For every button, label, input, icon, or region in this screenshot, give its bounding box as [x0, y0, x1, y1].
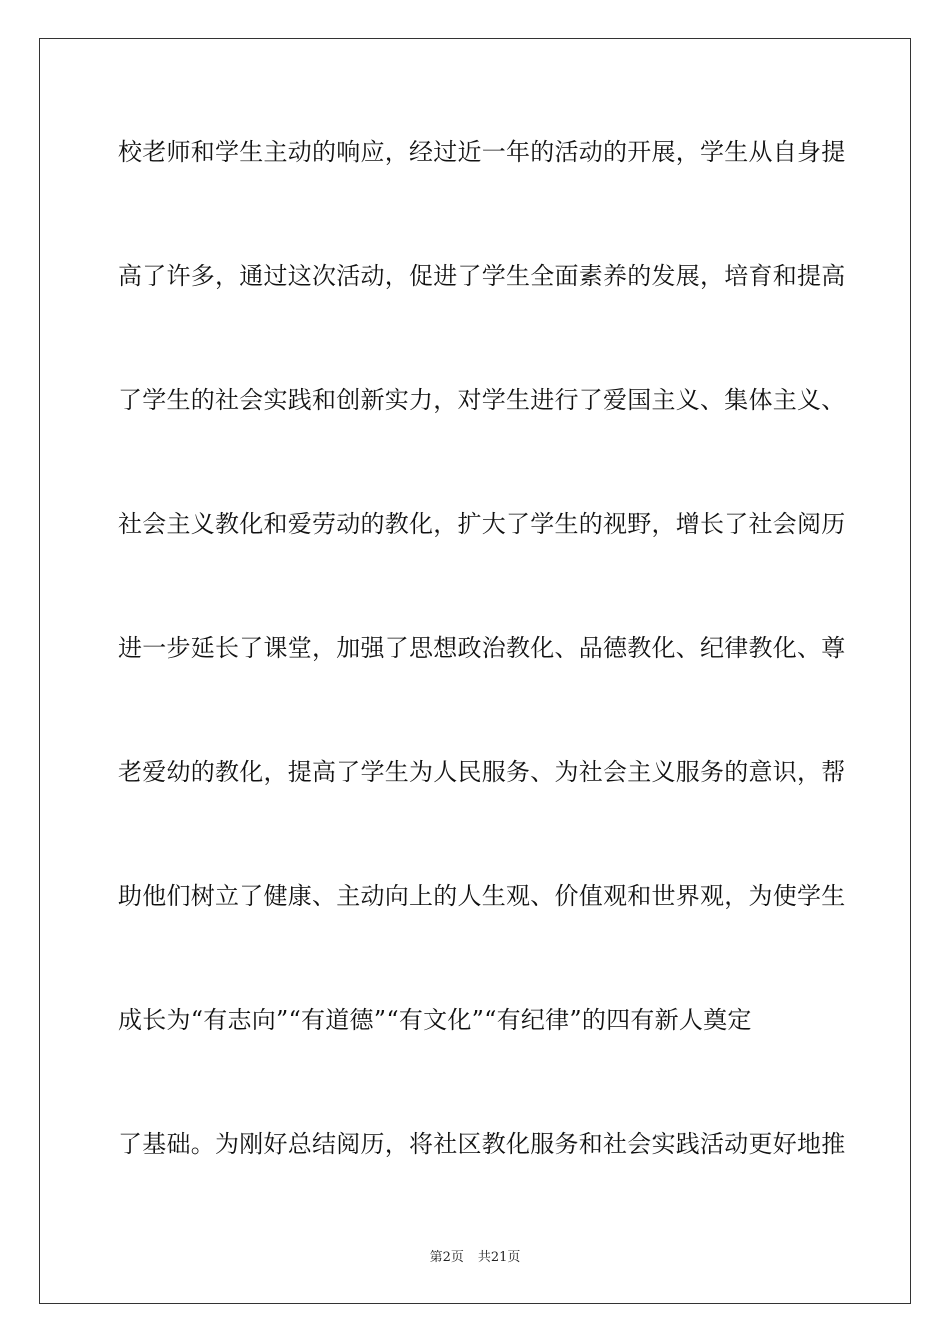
- paragraph-line: 校老师和学生主动的响应，经过近一年的活动的开展，学生从自身提: [118, 138, 846, 166]
- paragraph-line: 成长为“有志向”“有道德”“有文化”“有纪律”的四有新人奠定: [118, 1006, 752, 1034]
- paragraph-line: 社会主义教化和爱劳动的教化，扩大了学生的视野，增长了社会阅历: [118, 510, 846, 538]
- paragraph-line: 了学生的社会实践和创新实力，对学生进行了爱国主义、集体主义、: [118, 386, 846, 414]
- paragraph-line: 老爱幼的教化，提高了学生为人民服务、为社会主义服务的意识，帮: [118, 758, 846, 786]
- page-footer: [0, 1246, 950, 1265]
- paragraph-line: 助他们树立了健康、主动向上的人生观、价值观和世界观，为使学生: [118, 882, 846, 910]
- total-page-count: 共21页: [477, 1250, 521, 1265]
- paragraph-line: 了基础。为刚好总结阅历，将社区教化服务和社会实践活动更好地推: [118, 1130, 846, 1158]
- paragraph-line: 进一步延长了课堂，加强了思想政治教化、品德教化、纪律教化、尊: [118, 634, 846, 662]
- paragraph-line: 高了许多，通过这次活动，促进了学生全面素养的发展，培育和提高: [118, 262, 846, 290]
- document-body: [118, 128, 846, 1244]
- current-page-number: 第2页: [429, 1250, 464, 1265]
